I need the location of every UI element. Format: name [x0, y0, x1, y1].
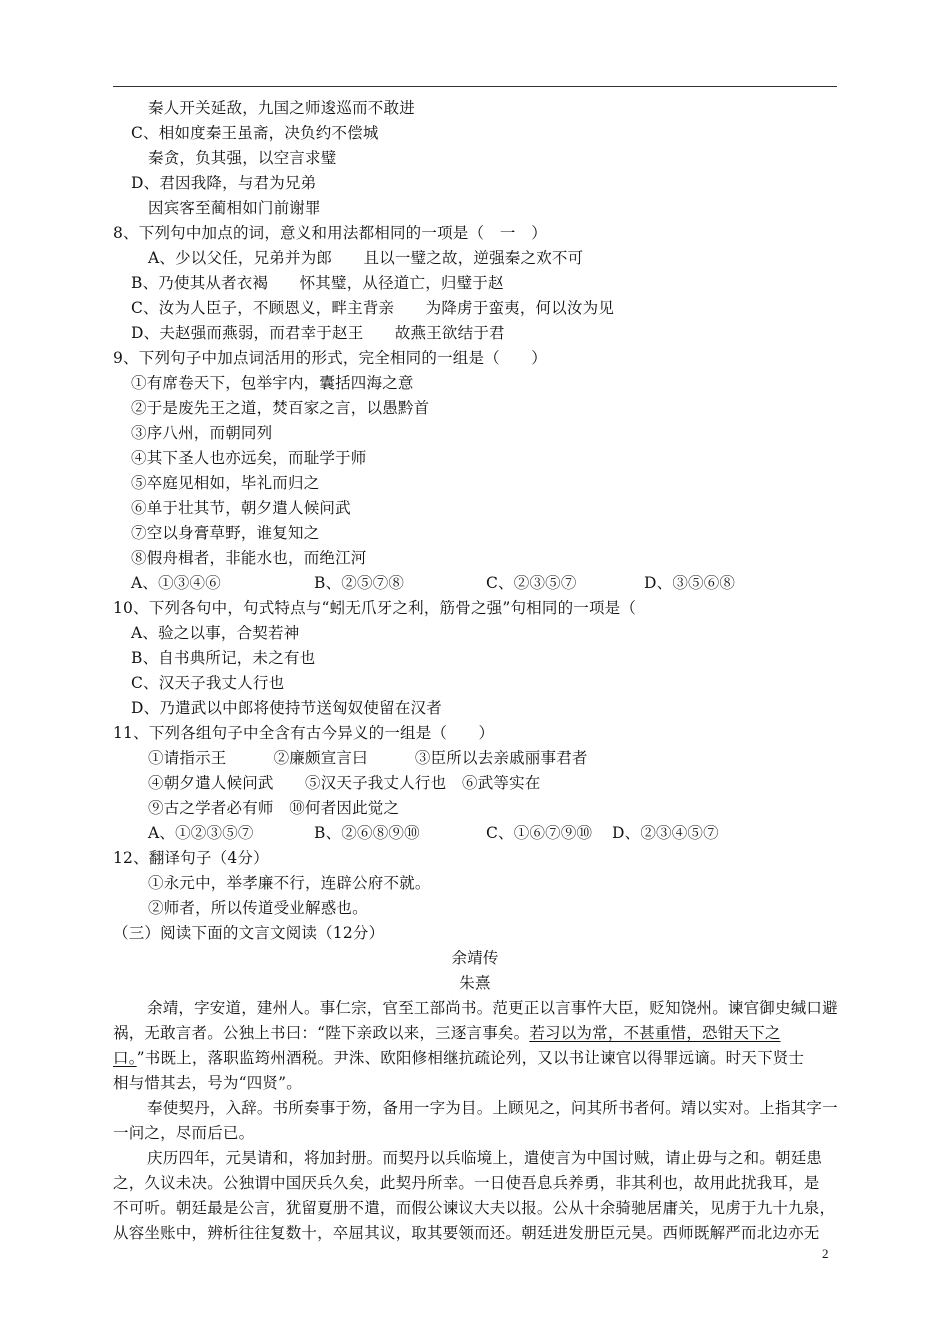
q8-stem: 8、下列句中加点的词，意义和用法都相同的一项是（ 一 ）: [113, 224, 547, 242]
q9-stem: 9、下列句子中加点词活用的形式，完全相同的一组是（ ）: [113, 349, 547, 367]
q11-row: ⑨古之学者必有师 ⑩何者因此觉之: [148, 799, 400, 817]
passage-p3-line: 从容坐账中，辨析往往复数十，卒屈其议，取其要领而还。朝廷进发册臣元昊。西师既解严而北边亦无: [113, 1224, 820, 1242]
section-heading: （三）阅读下面的文言文阅读（12分）: [113, 924, 385, 942]
q11-row: ④朝夕遣人候问武 ⑤汉天子我丈人行也 ⑥武等实在: [148, 774, 541, 792]
q7-b-line2: 秦人开关延敌，九国之师逡巡而不敢进: [148, 99, 415, 117]
q9-item: ④其下圣人也亦远矣，而耻学于师: [131, 449, 367, 467]
q9-item: ⑥单于壮其节，朝夕遣人候问武: [131, 499, 351, 517]
q9-item: ⑤卒庭见相如，毕礼而归之: [131, 474, 320, 492]
q9-item: ②于是废先王之道，焚百家之言，以愚黔首: [131, 399, 430, 417]
passage-p2-line: 一问之，尽而后已。: [113, 1124, 255, 1142]
underlined-sentence: 口。: [113, 1049, 137, 1067]
q9-option-b: B、②⑤⑦⑧: [314, 574, 405, 592]
passage-author: 朱熹: [459, 974, 491, 992]
q12-sentence: ①永元中，举孝廉不行，连辟公府不就。: [148, 874, 431, 892]
q7-c-line2: 秦贪，负其强，以空言求璧: [148, 149, 337, 167]
q10-option-c: C、汉天子我丈人行也: [131, 674, 285, 692]
q11-stem: 11、下列各组句子中全含有古今异义的一组是（ ）: [113, 724, 495, 742]
q9-option-a: A、①③④⑥: [131, 574, 221, 592]
passage-p3-line: 不可听。朝廷最是公言，犹留夏册不遣，而假公谏议大夫以报。公从十余骑驰居庸关，见虏于九十九泉，: [113, 1199, 836, 1217]
q8-option-b: B、乃使其从者衣褐 怀其璧，从径道亡，归璧于赵: [131, 274, 504, 292]
q10-option-d: D、乃遣武以中郎将使持节送匈奴使留在汉者: [131, 699, 442, 717]
q11-option-c: C、①⑥⑦⑨⑩: [486, 824, 593, 842]
q8-option-d: D、夫赵强而燕弱，而君幸于赵王 故燕王欲结于君: [131, 324, 505, 342]
header-rule: [113, 86, 837, 87]
passage-p1-line: 相与惜其去，号为“四贤”。: [113, 1074, 302, 1092]
q9-item: ⑦空以身膏草野，谁复知之: [131, 524, 320, 542]
q11-option-a: A、①②③⑤⑦: [148, 824, 254, 842]
passage-p3-line: 之，久议未决。公独谓中国厌兵久矣，此契丹所幸。一日使吾息兵养勇，非其利也，故用此扰我耳，是: [113, 1174, 820, 1192]
q8-option-c: C、汝为人臣子，不顾恩义，畔主背亲 为降虏于蛮夷，何以汝为见: [131, 299, 615, 317]
q12-sentence: ②师者，所以传道受业解惑也。: [148, 899, 368, 917]
passage-p3-line: 庆历四年，元昊请和，将加封册。而契丹以兵临境上，遣使言为中国讨贼，请止毋与之和。朝廷患: [147, 1149, 823, 1167]
q7-option-c: C、相如度秦王虽斋，决负约不偿城: [131, 124, 379, 142]
page-number: 2: [822, 1246, 829, 1261]
passage-p1-line: [113, 1048, 804, 1068]
q9-item: ③序八州，而朝同列: [131, 424, 273, 442]
passage-p1-line: 余靖，字安道，建州人。事仁宗，官至工部尚书。范更正以言事忤大臣，贬知饶州。谏官御史缄口避: [147, 999, 838, 1017]
q7-d-line2: 因宾客至蔺相如门前谢罪: [148, 199, 321, 217]
q11-row: ①请指示王 ②廉颇宣言曰 ③臣所以去亲戚丽事君者: [148, 749, 588, 767]
q9-option-d: D、③⑤⑥⑧: [644, 574, 736, 592]
q12-stem: 12、翻译句子（4分）: [113, 849, 269, 867]
q10-option-b: B、自书典所记，未之有也: [131, 649, 316, 667]
q10-stem: 10、下列各句中，句式特点与“蚓无爪牙之利，筋骨之强”句相同的一项是（: [113, 599, 637, 617]
passage-text: ”书既上，落职监筠州酒税。尹洙、欧阳修相继抗疏论列，又以书让谏官以得罪远谪。时天下贤士: [136, 1049, 805, 1067]
passage-p1-line: [113, 1023, 781, 1043]
q9-item: ①有席卷天下，包举宇内，囊括四海之意: [131, 374, 414, 392]
q9-option-c: C、②③⑤⑦: [486, 574, 577, 592]
underlined-sentence: 若习以为常，不甚重惜，恐钳天下之: [529, 1024, 781, 1042]
passage-p2-line: 奉使契丹，入辞。书所奏事于笏，备用一字为目。上顾见之，问其所书者何。靖以实对。上指其字一: [147, 1099, 838, 1117]
q11-option-b: B、②⑥⑧⑨⑩: [314, 824, 420, 842]
q11-option-d: D、②③④⑤⑦: [612, 824, 719, 842]
q8-option-a: A、少以父任，兄弟并为郎 且以一璧之故，逆强秦之欢不可: [148, 249, 584, 267]
q9-item: ⑧假舟楫者，非能水也，而绝江河: [131, 549, 367, 567]
passage-text: 祸，无敢言者。公独上书曰：“陛下亲政以来，三逐言事矣。: [113, 1024, 530, 1042]
passage-title: 余靖传: [451, 949, 499, 967]
q10-option-a: A、验之以事，合契若神: [131, 624, 300, 642]
q7-option-d: D、君因我降，与君为兄弟: [131, 174, 317, 192]
